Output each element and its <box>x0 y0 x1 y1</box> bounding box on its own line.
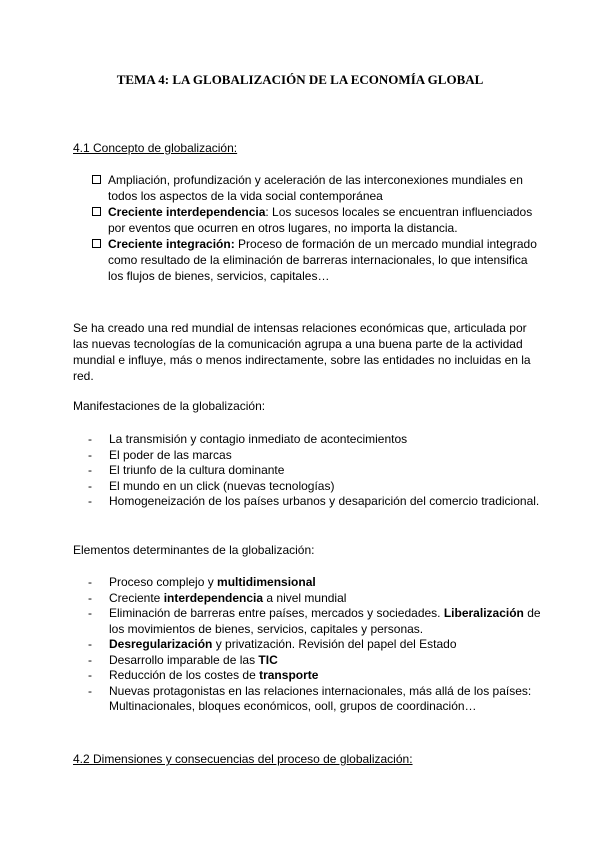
list-item-text: El triunfo de la cultura dominante <box>109 463 285 477</box>
network-paragraph: Se ha creado una red mundial de intensas relaciones económicas que, articulada por las nuevas tecnologías de la comunicación agrupa a una buena parte de la actividad mundial e influye, más o menos indirectamente, sobre las entidades no incluidas en la red. <box>73 321 531 383</box>
concept-bold: Creciente integración: <box>108 237 235 251</box>
concept-bold: Creciente interdependencia <box>108 205 266 219</box>
concept-text: Proceso de formación de un mercado mundial integrado como resultado de la eliminación de barreras internacionales, lo que intensifica los flujos de bienes, servicios, capitales… <box>108 237 537 283</box>
concept-item <box>92 172 537 204</box>
list-item: - Homogeneización de los países urbanos y desaparición del comercio tradicional. <box>88 494 540 508</box>
list-item: - Proceso complejo y multidimensional <box>88 575 316 589</box>
section-heading-4-1: 4.1 Concepto de globalización: <box>73 141 238 155</box>
list-item: - Reducción de los costes de transporte <box>88 668 319 682</box>
list-item-text: La transmisión y contagio inmediato de acontecimientos <box>109 432 408 446</box>
list-item: - Eliminación de barreras entre países, mercados y sociedades. Liberalización de los movimientos de bienes, servicios, capitales y personas. <box>88 606 541 636</box>
document-title: TEMA 4: LA GLOBALIZACIÓN DE LA ECONOMÍA GLOBAL <box>116 72 484 87</box>
list-item: - El mundo en un click (nuevas tecnologías) <box>88 478 335 493</box>
list-item: - El triunfo de la cultura dominante <box>88 463 285 477</box>
list-item: - Desarrollo imparable de las TIC <box>88 652 278 667</box>
list-item: - Desregularización y privatización. Revisión del papel del Estado <box>88 637 457 651</box>
list-item-text: El mundo en un click (nuevas tecnologías) <box>109 478 335 493</box>
manifestations-heading: Manifestaciones de la globalización: <box>73 399 266 413</box>
concept-text: Ampliación, profundización y aceleración de las interconexiones mundiales en todos los aspectos de la vida social contemporánea <box>108 173 523 203</box>
elements-heading: Elementos determinantes de la globalización: <box>73 543 315 557</box>
list-item-text: El poder de las marcas <box>109 447 232 462</box>
concept-text: : Los sucesos locales se encuentran influenciados por eventos que ocurren en otros lugares, no importa la distancia. <box>108 205 533 235</box>
list-item: - La transmisión y contagio inmediato de acontecimientos <box>88 432 408 446</box>
concept-item <box>92 204 537 236</box>
concept-list <box>92 172 537 284</box>
section-heading-4-2: 4.2 Dimensiones y consecuencias del proceso de globalización: <box>73 752 413 766</box>
list-item: - Creciente interdependencia a nivel mundial <box>88 590 347 605</box>
checkbox-icon <box>92 207 101 216</box>
checkbox-icon <box>92 239 101 248</box>
checkbox-icon <box>92 175 101 184</box>
list-item: - El poder de las marcas <box>88 447 232 462</box>
list-item: - Nuevas protagonistas en las relaciones internacionales, más allá de los países: Multinacionales, bloques económicos, ooll, grupos de coordinación… <box>88 683 532 713</box>
list-item-text: Homogeneización de los países urbanos y desaparición del comercio tradicional. <box>109 494 540 508</box>
manifestations-list <box>88 432 543 510</box>
elements-list <box>88 575 543 715</box>
concept-item <box>92 236 537 284</box>
